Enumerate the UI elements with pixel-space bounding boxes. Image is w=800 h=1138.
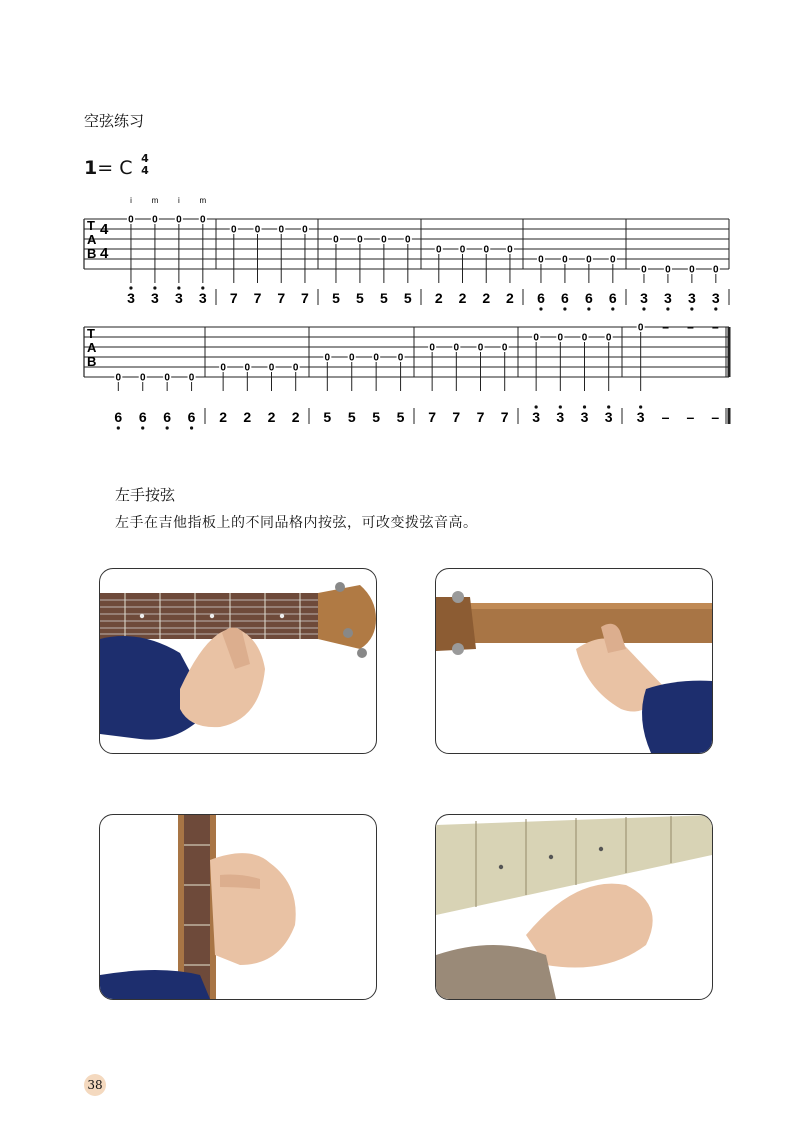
octave-dot-below [141, 426, 144, 429]
numbered-note: 2 [243, 409, 252, 425]
rest-dash: – [662, 320, 669, 334]
fingering-letter: m [199, 196, 207, 205]
fret-number: 0 [429, 342, 435, 354]
numbered-note: 3 [711, 290, 720, 306]
fret-number: 0 [381, 234, 387, 246]
fret-number: 0 [586, 254, 592, 266]
octave-dot-above [535, 405, 538, 408]
numbered-note: 6 [114, 409, 123, 425]
fret-number: 0 [459, 244, 466, 256]
numbered-note: 2 [291, 409, 300, 425]
fret-number: 0 [605, 332, 612, 344]
numbered-note: 5 [356, 290, 364, 306]
numbered-note: 6 [187, 409, 196, 425]
octave-dot-above [559, 405, 562, 408]
fret-number: 0 [713, 264, 719, 276]
numbered-note: 7 [500, 409, 509, 425]
time-sig-bottom: 4 [141, 164, 149, 177]
key-text: = C [97, 157, 133, 179]
numbered-note: 3 [664, 290, 672, 306]
fret-number: 0 [557, 332, 564, 344]
numbered-note: 6 [584, 290, 593, 306]
numbered-note: 3 [151, 290, 159, 306]
numbered-note: 3 [604, 409, 613, 425]
numbered-note: 2 [458, 290, 467, 306]
numbered-note: 7 [301, 290, 309, 306]
key-number: 1 [84, 157, 98, 179]
fret-number: 0 [231, 224, 237, 236]
section-description: 左手在吉他指板上的不同品格内按弦，可改变拨弦音高。 [115, 515, 478, 531]
fret-number: 0 [477, 342, 484, 354]
fret-number: 0 [164, 372, 170, 384]
numbered-note: 5 [379, 290, 388, 306]
octave-dot-above [153, 286, 156, 289]
fingering-letter: i [130, 196, 132, 205]
fret-number: 0 [302, 224, 308, 236]
numbered-note: 7 [452, 409, 461, 425]
fret-number: 0 [436, 244, 442, 256]
numbered-note: 3 [687, 290, 696, 306]
numbered-note: 6 [163, 409, 172, 425]
octave-dot-above [129, 286, 132, 289]
numbered-note: 6 [138, 409, 147, 425]
fret-number: 0 [139, 372, 146, 384]
numbered-note: 7 [476, 409, 485, 425]
fret-number: 0 [324, 352, 331, 364]
numbered-note: 2 [267, 409, 276, 425]
numbered-note: 3 [636, 409, 645, 425]
numbered-note: – [686, 409, 695, 425]
page-number: 38 [84, 1074, 106, 1096]
photo-left-hand-fretting-2 [435, 568, 713, 754]
octave-dot-below [714, 307, 717, 310]
fret-number: 0 [507, 244, 513, 256]
octave-dot-below [117, 426, 120, 429]
tab-letter-t: T [87, 326, 95, 341]
numbered-note: 2 [434, 290, 443, 306]
numbered-note: 5 [332, 290, 340, 306]
fret-number: 0 [453, 342, 460, 354]
numbered-note: 2 [506, 290, 514, 306]
fret-number: 0 [128, 214, 134, 226]
numbered-note: 6 [608, 290, 617, 306]
rest-dash: – [687, 320, 694, 334]
numbered-note: 7 [277, 290, 286, 306]
octave-dot-above [177, 286, 180, 289]
octave-dot-below [690, 307, 693, 310]
numbered-note: 3 [532, 409, 541, 425]
section-title-open-strings: 空弦练习 [84, 112, 145, 130]
fret-number: 0 [562, 254, 568, 266]
numbered-note: 6 [537, 290, 545, 306]
fret-number: 0 [152, 214, 158, 226]
octave-dot-below [587, 307, 590, 310]
numbered-note: 3 [580, 409, 589, 425]
numbered-note: 2 [482, 290, 491, 306]
octave-dot-above [583, 405, 586, 408]
fret-number: 0 [501, 342, 508, 354]
fret-number: 0 [665, 264, 671, 276]
fret-number: 0 [176, 214, 182, 226]
octave-dot-below [563, 307, 566, 310]
numbered-note: 7 [253, 290, 262, 306]
fret-number: 0 [268, 362, 275, 374]
octave-dot-below [539, 307, 542, 310]
section-title-left-hand: 左手按弦 [115, 486, 176, 504]
fingering-letter: m [151, 196, 159, 205]
fret-number: 0 [641, 264, 647, 276]
fret-number: 0 [278, 224, 285, 236]
numbered-note: 3 [556, 409, 565, 425]
photo-left-hand-fretting-4 [435, 814, 713, 1000]
numbered-note: 7 [229, 290, 238, 306]
numbered-note: 7 [428, 409, 437, 425]
fret-number: 0 [292, 362, 299, 374]
fingering-row [130, 196, 206, 205]
fret-number: 0 [637, 322, 644, 334]
fret-number: 0 [483, 244, 490, 256]
numbered-note: 5 [372, 409, 381, 425]
rest-dash: – [711, 320, 719, 334]
numbered-note: 5 [347, 409, 356, 425]
tab-line-1 [84, 215, 729, 311]
fret-number: 0 [373, 352, 379, 364]
tab-letter-b: B [87, 354, 97, 369]
numbered-note: 5 [403, 290, 412, 306]
tab-letter-b: B [87, 246, 97, 261]
octave-dot-below [190, 426, 193, 429]
tab-time-sig-top: 4 [100, 221, 109, 238]
numbered-note: 3 [127, 290, 135, 306]
time-sig-top: 4 [141, 152, 149, 165]
numbered-note: 6 [561, 290, 569, 306]
tab-notation [0, 0, 800, 460]
fret-number: 0 [533, 332, 539, 344]
numbered-note: 3 [640, 290, 648, 306]
fret-number: 0 [244, 362, 251, 374]
tab-letter-a: A [87, 340, 97, 355]
octave-dot-below [666, 307, 669, 310]
numbered-note: 2 [219, 409, 228, 425]
octave-dot-below [642, 307, 645, 310]
numbered-note: 5 [323, 409, 332, 425]
fret-number: 0 [397, 352, 404, 364]
numbered-note: 3 [174, 290, 183, 306]
photo-left-hand-fretting-1 [99, 568, 377, 754]
octave-dot-below [611, 307, 614, 310]
numbered-note: 5 [396, 409, 405, 425]
fret-number: 0 [581, 332, 588, 344]
numbered-note: – [711, 409, 720, 425]
fret-number: 0 [188, 372, 195, 384]
fret-number: 0 [405, 234, 411, 246]
octave-dot-below [166, 426, 169, 429]
fingering-letter: i [177, 196, 180, 205]
fret-number: 0 [200, 214, 206, 226]
fret-number: 0 [254, 224, 261, 236]
fret-number: 0 [610, 254, 616, 266]
octave-dot-above [201, 286, 204, 289]
tab-letter-a: A [87, 232, 97, 247]
fret-number: 0 [689, 264, 695, 276]
fret-number: 0 [348, 352, 355, 364]
octave-dot-above [639, 405, 642, 408]
numbered-note: – [661, 409, 670, 425]
photo-left-hand-fretting-3 [99, 814, 377, 1000]
octave-dot-above [607, 405, 610, 408]
tab-time-sig-bottom: 4 [100, 245, 109, 262]
fret-number: 0 [357, 234, 363, 246]
fret-number: 0 [333, 234, 339, 246]
fret-number: 0 [115, 372, 122, 384]
numbered-note: 3 [198, 290, 207, 306]
tab-letter-t: T [87, 218, 95, 233]
tab-line-2 [84, 320, 729, 430]
fret-number: 0 [220, 362, 226, 374]
fret-number: 0 [538, 254, 544, 266]
